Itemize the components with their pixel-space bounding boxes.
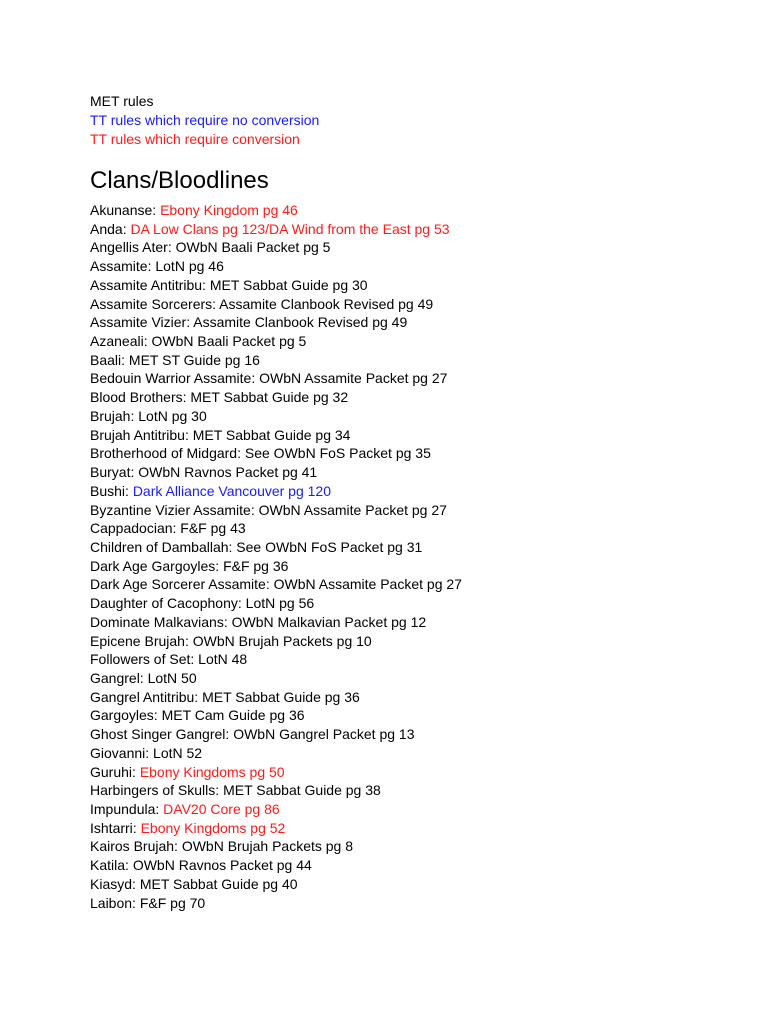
clan-entry — [90, 257, 750, 276]
clan-name: Bushi: — [90, 482, 133, 499]
clan-entry — [90, 369, 750, 388]
clan-entry — [90, 426, 750, 445]
clan-entry — [90, 388, 750, 407]
clan-name: Azaneali: — [90, 333, 152, 350]
clan-source: MET Sabbat Guide pg 30 — [209, 276, 368, 293]
clan-source: OWbN Malkavian Packet pg 12 — [231, 613, 427, 630]
clan-entry — [90, 688, 750, 707]
clan-list — [90, 201, 750, 912]
clan-entry — [90, 407, 750, 426]
clan-entry — [90, 332, 750, 351]
legend-conversion: TT rules which require conversion — [90, 131, 300, 147]
clan-source: Assamite Clanbook Revised pg 49 — [193, 314, 408, 331]
clan-entry — [90, 763, 750, 782]
clan-name: Impundula: — [90, 801, 164, 817]
document-page — [90, 92, 750, 912]
clan-source: LotN 50 — [147, 669, 197, 686]
clan-name: Assamite Antitribu: — [90, 276, 210, 293]
clan-name: Dark Age Sorcerer Assamite: — [90, 576, 274, 593]
clan-source: Ebony Kingdoms pg 50 — [139, 763, 285, 780]
clan-entry — [90, 444, 750, 463]
clan-source: OWbN Ravnos Packet pg 41 — [138, 464, 318, 481]
clan-source: OWbN Baali Packet pg 5 — [175, 239, 331, 256]
clan-entry — [90, 856, 750, 875]
clan-entry — [90, 538, 750, 557]
clan-source: LotN pg 46 — [155, 258, 224, 275]
clan-entry — [90, 706, 750, 725]
clan-source: MET Cam Guide pg 36 — [161, 707, 305, 724]
clan-name: Cappadocian: — [90, 520, 181, 537]
clan-entry — [90, 220, 750, 239]
clan-source: LotN pg 56 — [245, 595, 315, 612]
clan-entry — [90, 632, 750, 651]
clan-name: Gargoyles: — [90, 707, 162, 724]
clan-name: Followers of Set: — [90, 651, 199, 668]
clan-name: Kiasyd: — [90, 875, 140, 892]
clan-source: Ebony Kingdom pg 46 — [160, 202, 298, 218]
clan-name: Assamite Vizier: — [90, 314, 194, 331]
clan-source: OWbN Ravnos Packet pg 44 — [132, 857, 312, 874]
clan-name: Dominate Malkavians: — [90, 613, 232, 630]
clan-name: Brujah: — [90, 407, 139, 424]
clan-source: See OWbN FoS Packet pg 31 — [236, 538, 423, 555]
clan-entry — [90, 781, 750, 800]
clan-entry — [90, 744, 750, 763]
clan-name: Gangrel Antitribu: — [90, 688, 203, 705]
clan-name: Laibon: — [90, 894, 140, 911]
clan-entry — [90, 800, 750, 819]
clan-entry — [90, 725, 750, 744]
clan-name: Brujah Antitribu: — [90, 426, 193, 443]
clan-name: Anda: — [90, 220, 131, 237]
clan-name: Assamite: — [90, 258, 156, 275]
clan-name: Guruhi: — [90, 763, 140, 780]
clan-entry — [90, 238, 750, 257]
clan-name: Byzantine Vizier Assamite: — [90, 501, 259, 518]
clan-entry — [90, 650, 750, 669]
clan-entry — [90, 669, 750, 688]
clan-source: Assamite Clanbook Revised pg 49 — [219, 295, 434, 312]
clan-entry — [90, 575, 750, 594]
clan-source: OWbN Assamite Packet pg 27 — [259, 370, 448, 387]
clan-entry — [90, 501, 750, 520]
clan-entry — [90, 894, 750, 913]
clan-source: MET Sabbat Guide pg 40 — [139, 875, 298, 892]
clan-entry — [90, 613, 750, 632]
clan-entry — [90, 313, 750, 332]
clan-entry — [90, 519, 750, 538]
legend-met-rules: MET rules — [90, 93, 154, 109]
clan-name: Gangrel: — [90, 669, 148, 686]
clan-source: Ebony Kingdoms pg 52 — [140, 819, 286, 836]
clan-source: MET Sabbat Guide pg 32 — [190, 389, 349, 406]
clan-entry — [90, 482, 750, 501]
clan-entry — [90, 351, 750, 370]
clan-name: Brotherhood of Midgard: — [90, 445, 245, 462]
clan-source: OWbN Gangrel Packet pg 13 — [233, 726, 415, 743]
clan-name: Blood Brothers: — [90, 389, 191, 406]
clan-source: Dark Alliance Vancouver pg 120 — [132, 482, 332, 499]
clan-source: LotN pg 30 — [138, 407, 207, 424]
clan-name: Children of Damballah: — [90, 538, 237, 555]
clan-entry — [90, 557, 750, 576]
section-heading: Clans/Bloodlines — [90, 167, 269, 194]
clan-name: Assamite Sorcerers: — [90, 295, 220, 312]
clan-source: MET ST Guide pg 16 — [128, 351, 260, 368]
clan-name: Buryat: — [90, 464, 139, 481]
clan-name: Ishtarri: — [90, 819, 141, 836]
clan-entry — [90, 463, 750, 482]
clan-entry — [90, 276, 750, 295]
clan-source: MET Sabbat Guide pg 38 — [223, 782, 381, 799]
clan-entry — [90, 295, 750, 314]
clan-name: Daughter of Cacophony: — [90, 595, 246, 612]
clan-source: MET Sabbat Guide pg 36 — [202, 688, 360, 705]
clan-source: DAV20 Core pg 86 — [163, 801, 280, 817]
clan-source: LotN 52 — [153, 744, 203, 761]
clan-entry — [90, 875, 750, 894]
clan-entry — [90, 594, 750, 613]
clan-source: LotN 48 — [198, 651, 248, 668]
clan-source: OWbN Brujah Packets pg 8 — [181, 838, 354, 855]
clan-source: F&F pg 70 — [139, 894, 206, 911]
clan-source: OWbN Baali Packet pg 5 — [151, 333, 307, 350]
clan-source: F&F pg 36 — [223, 557, 289, 574]
clan-name: Dark Age Gargoyles: — [90, 557, 224, 574]
clan-name: Epicene Brujah: — [90, 632, 193, 649]
clan-name: Kairos Brujah: — [90, 838, 182, 855]
clan-source: OWbN Assamite Packet pg 27 — [273, 576, 462, 593]
clan-name: Harbingers of Skulls: — [90, 782, 224, 799]
clan-name: Akunanse: — [90, 202, 161, 218]
clan-entry — [90, 201, 750, 220]
clan-source: OWbN Assamite Packet pg 27 — [258, 501, 447, 518]
clan-name: Katila: — [90, 857, 133, 874]
clan-name: Ghost Singer Gangrel: — [90, 726, 234, 743]
clan-source: F&F pg 43 — [180, 520, 246, 537]
clan-name: Bedouin Warrior Assamite: — [90, 370, 260, 387]
clan-name: Baali: — [90, 351, 129, 368]
clan-source: DA Low Clans pg 123/DA Wind from the East pg 53 — [130, 220, 450, 237]
legend-no-conversion: TT rules which require no conversion — [90, 112, 320, 128]
clan-name: Angellis Ater: — [90, 239, 176, 256]
clan-entry — [90, 837, 750, 856]
clan-source: MET Sabbat Guide pg 34 — [192, 426, 351, 443]
clan-entry — [90, 819, 750, 838]
clan-name: Giovanni: — [90, 744, 154, 761]
clan-source: OWbN Brujah Packets pg 10 — [192, 632, 372, 649]
clan-source: See OWbN FoS Packet pg 35 — [244, 445, 431, 462]
